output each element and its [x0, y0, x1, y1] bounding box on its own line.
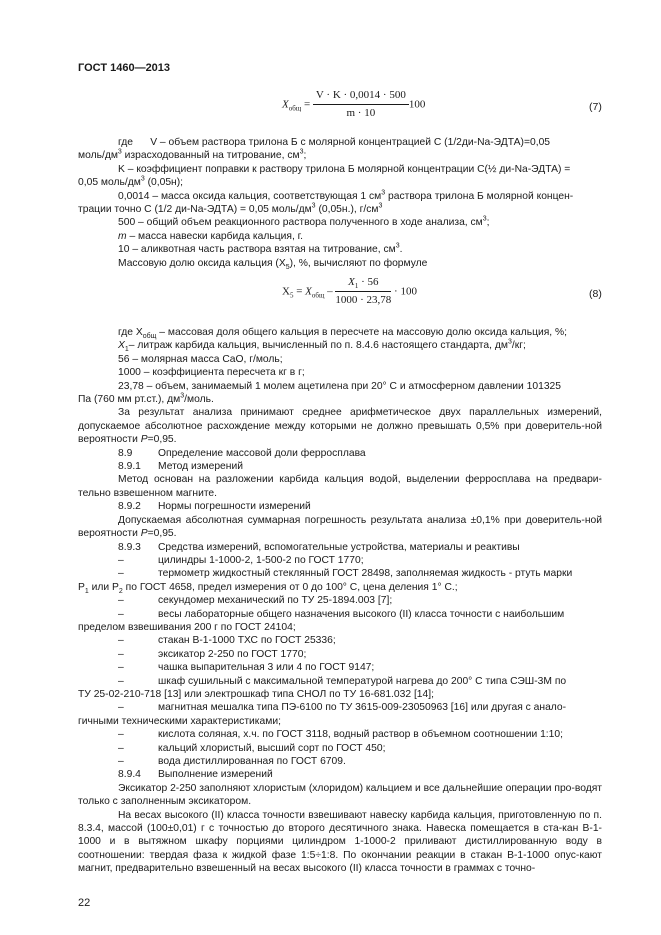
list-item: – стакан В-1-1000 ТХС по ГОСТ 25336;	[118, 635, 336, 647]
section-8-9-2: 8.9.2 Нормы погрешности измерений	[118, 501, 311, 513]
section-8-9-1: 8.9.1 Метод измерений	[118, 461, 243, 473]
list-item: – магнитная мешалка типа ПЭ-6100 по ТУ 3615-009-23050963 [16] или другая с анало-	[118, 702, 567, 714]
list-item: – термометр жидкостный стеклянный ГОСТ 28498, заполняемая жидкость - ртуть марки	[118, 568, 573, 580]
paragraph: Допускаемая абсолютная суммарная погрешность результата анализа ±0,1% при доверитель-ной вероятности P=0,95.	[78, 514, 602, 540]
list-item: – вода дистиллированная по ГОСТ 6709.	[118, 756, 346, 767]
text-body: где V – объем раствора трилона Б с молярной концентрацией С (1/2ди-Na-ЭДТА)=0,05 моль/$дм^3$ израсходованный на титрование, $см^3$; K – коэффициент поправки к раствору трилона Б молярной концентрации С(½ ди-Na-ЭДТА) = 0,05 моль/$дм^3$ (0,05н); 0,0014 – масса оксида кальция, соответствующая 1 $см^3$ раствора трилона Б молярной концен- трации точно С (1/2 ди-Na-ЭДТА) = 0,05 моль/$дм^3$ (0,05н.), $г/см^3$ 500 – общий объем реакционного раствора полученного в ходе анализа, $см^3$; m – масса навески карбида кальция, г. 10 – аликвотная часть раствора взятая на титрование, $см^3$. Массовую долю оксида кальция $(X_5)$, %, вычисляют по формуле	[78, 136, 602, 270]
list-item: – секундомер механический по ТУ 25-1894.003 [7];	[118, 595, 393, 607]
list-item: – кислота соляная, х.ч. по ГОСТ 3118, водный раствор в объемном соотношении 1:10;	[118, 729, 563, 741]
where-line: где V – объем раствора трилона Б с молярной концентрацией С (1/2ди-Na-ЭДТА)=0,05	[118, 137, 551, 148]
section-8-9: 8.9 Определение массовой доли ферросплава	[118, 447, 366, 459]
page-number: 22	[78, 897, 91, 909]
list-item: – эксикатор 2-250 по ГОСТ 1770;	[118, 648, 307, 660]
equation-number-7: (7)	[589, 101, 602, 113]
paragraph: За результат анализа принимают среднее арифметическое двух параллельных измерений, допускаемое абсолютное расхождение между которыми не должно превышать 0,5% при доверитель-ной вероятности P=0,95.	[78, 407, 602, 446]
paragraph: Эксикатор 2-250 заполняют хлористым (хлоридом) кальцием и все дальнейшие операции про-водят только с заполненным эксикатором.	[78, 782, 602, 808]
formula-8: $X_5 = X_{общ}$ – $\frac{X_1 \cdot 56}{1000 \cdot 23,78}$ · 100	[282, 276, 417, 307]
paragraph: На весах высокого (II) класса точности взвешивают навеску карбида кальция, приготовленную по п. 8.3.4, массой (100±0,01) г с точностью до второго десятичного знака. Навеска помещается в ста-кан В-1-1000 и в вытяжном шкафу порциями цилиндром 1-1000-2 приливают дистиллированную воду в соотношении: твердая фаза к жидкой фазе 1:5÷1:8. По окончании реакции в стакан В-1-1000 опус-кают магнит, предварительно взвешенный на весах высокого (II) класса точности в граммах с точно-	[78, 809, 602, 875]
list-item: – шкаф сушильный с максимальной температурой нагрева до 200° С типа СЭШ-3М по	[118, 675, 567, 687]
list-item: – весы лабораторные общего назначения высокого (II) класса точности с наибольшим	[118, 608, 565, 620]
list-item: – кальций хлористый, высший сорт по ГОСТ 450;	[118, 742, 386, 754]
list-item: – цилиндры 1-1000-2, 1-500-2 по ГОСТ 1770;	[118, 554, 364, 566]
equation-number-8: (8)	[589, 288, 602, 300]
formula-7: $X_{общ}$ = $\frac{V \cdot K \cdot 0,0014 \cdot 500}{m \cdot 10}$ 100	[282, 89, 426, 120]
list-item: – чашка выпарительная 3 или 4 по ГОСТ 9147;	[118, 662, 375, 674]
text-body-2: где $X_{общ}$ – массовая доля общего кальция в пересчете на массовую долю оксида кальция, %; $X_1-$ литраж карбида кальция, вычисленный по п. 8.4.6 настоящего стандарта, $дм^3/кг$; 56 – молярная масса CaO, г/моль; 1000 – коэффициента пересчета кг в г; 23,78 – объем, занимаемый 1 молем ацетилена при 20° С и атмосферном давлении 101325 Па (760 мм рт.ст.), $дм^3$/моль. За результат анализа принимают среднее арифметическое двух параллельных измерений, допускаемое абсолютное расхождение между которыми не должно превышать 0,5% при доверитель-ной вероятности P=0,95. 8.9 Определение массовой доли ферросплава 8.9.1 Метод измерений Метод основан на разложении карбида кальция водой, выделении ферросплава на предвари-тельно взвешенном магните. 8.9.2 Нормы погрешности измерений Допускаемая абсолютная суммарная погрешность результата анализа ±0,1% при доверитель-ной вероятности P=0,95. 8.9.3 Средства измерений, вспомогательные устройства, материалы и реактивы – цилиндры 1-1000-2, 1-500-2 по ГОСТ 1770; – термометр жидкостный стеклянный ГОСТ 28498, заполняемая жидкость - ртуть марки $Р_1$ или $Р_2$ по ГОСТ 4658, предел измерения от 0 до 100° С, цена деления 1° С.; – секундомер механический по ТУ 25-1894.003 [7]; – весы лабораторные общего назначения высокого (II) класса точности с наибольшим пределом взвешивания 200 г по ГОСТ 24104; – стакан В-1-1000 ТХС по ГОСТ 25336; – эксикатор 2-250 по ГОСТ 1770; – чашка выпарительная 3 или 4 по ГОСТ 9147; – шкаф сушильный с максимальной температурой нагрева до 200° С типа СЭШ-3М по ТУ 25-02-210-718 [13] или электрошкаф типа СНОЛ по ТУ 16-681.032 [14]; – магнитная мешалка типа ПЭ-6100 по ТУ 3615-009-23050963 [16] или другая с анало- гичными техническими характеристиками; – кислота соляная, х.ч. по ГОСТ 3118, водный раствор в объемном соотношении 1:10; – кальций хлористый, высший сорт по ГОСТ 450; – вода дистиллированная по ГОСТ 6709. 8.9.4 Выполнение измерений Эксикатор 2-250 заполняют хлористым (хлоридом) кальцием и все дальнейшие операции про-водят только с заполненным эксикатором. На весах высокого (II) класса точности взвешивают навеску карбида кальция, приготовленную по п. 8.3.4, массой (100±0,01) г с точностью до второго десятичного знака. Навеска помещается в ста-кан В-1-1000 и в вытяжном шкафу порциями цилиндром 1-1000-2 приливают дистиллированную воду в соотношении: твердая фаза к жидкой фазе 1:5÷1:8. По окончании реакции в стакан В-1-1000 опус-кают магнит, предварительно взвешенный на весах высокого (II) класса точности в граммах с точно-	[78, 327, 602, 875]
section-8-9-4: 8.9.4 Выполнение измерений	[118, 769, 273, 781]
document-header: ГОСТ 1460—2013	[78, 62, 171, 74]
section-8-9-3: 8.9.3 Средства измерений, вспомогательные устройства, материалы и реактивы	[118, 541, 520, 553]
paragraph: Метод основан на разложении карбида кальция водой, выделении ферросплава на предвари-тельно взвешенном магните.	[78, 474, 602, 499]
